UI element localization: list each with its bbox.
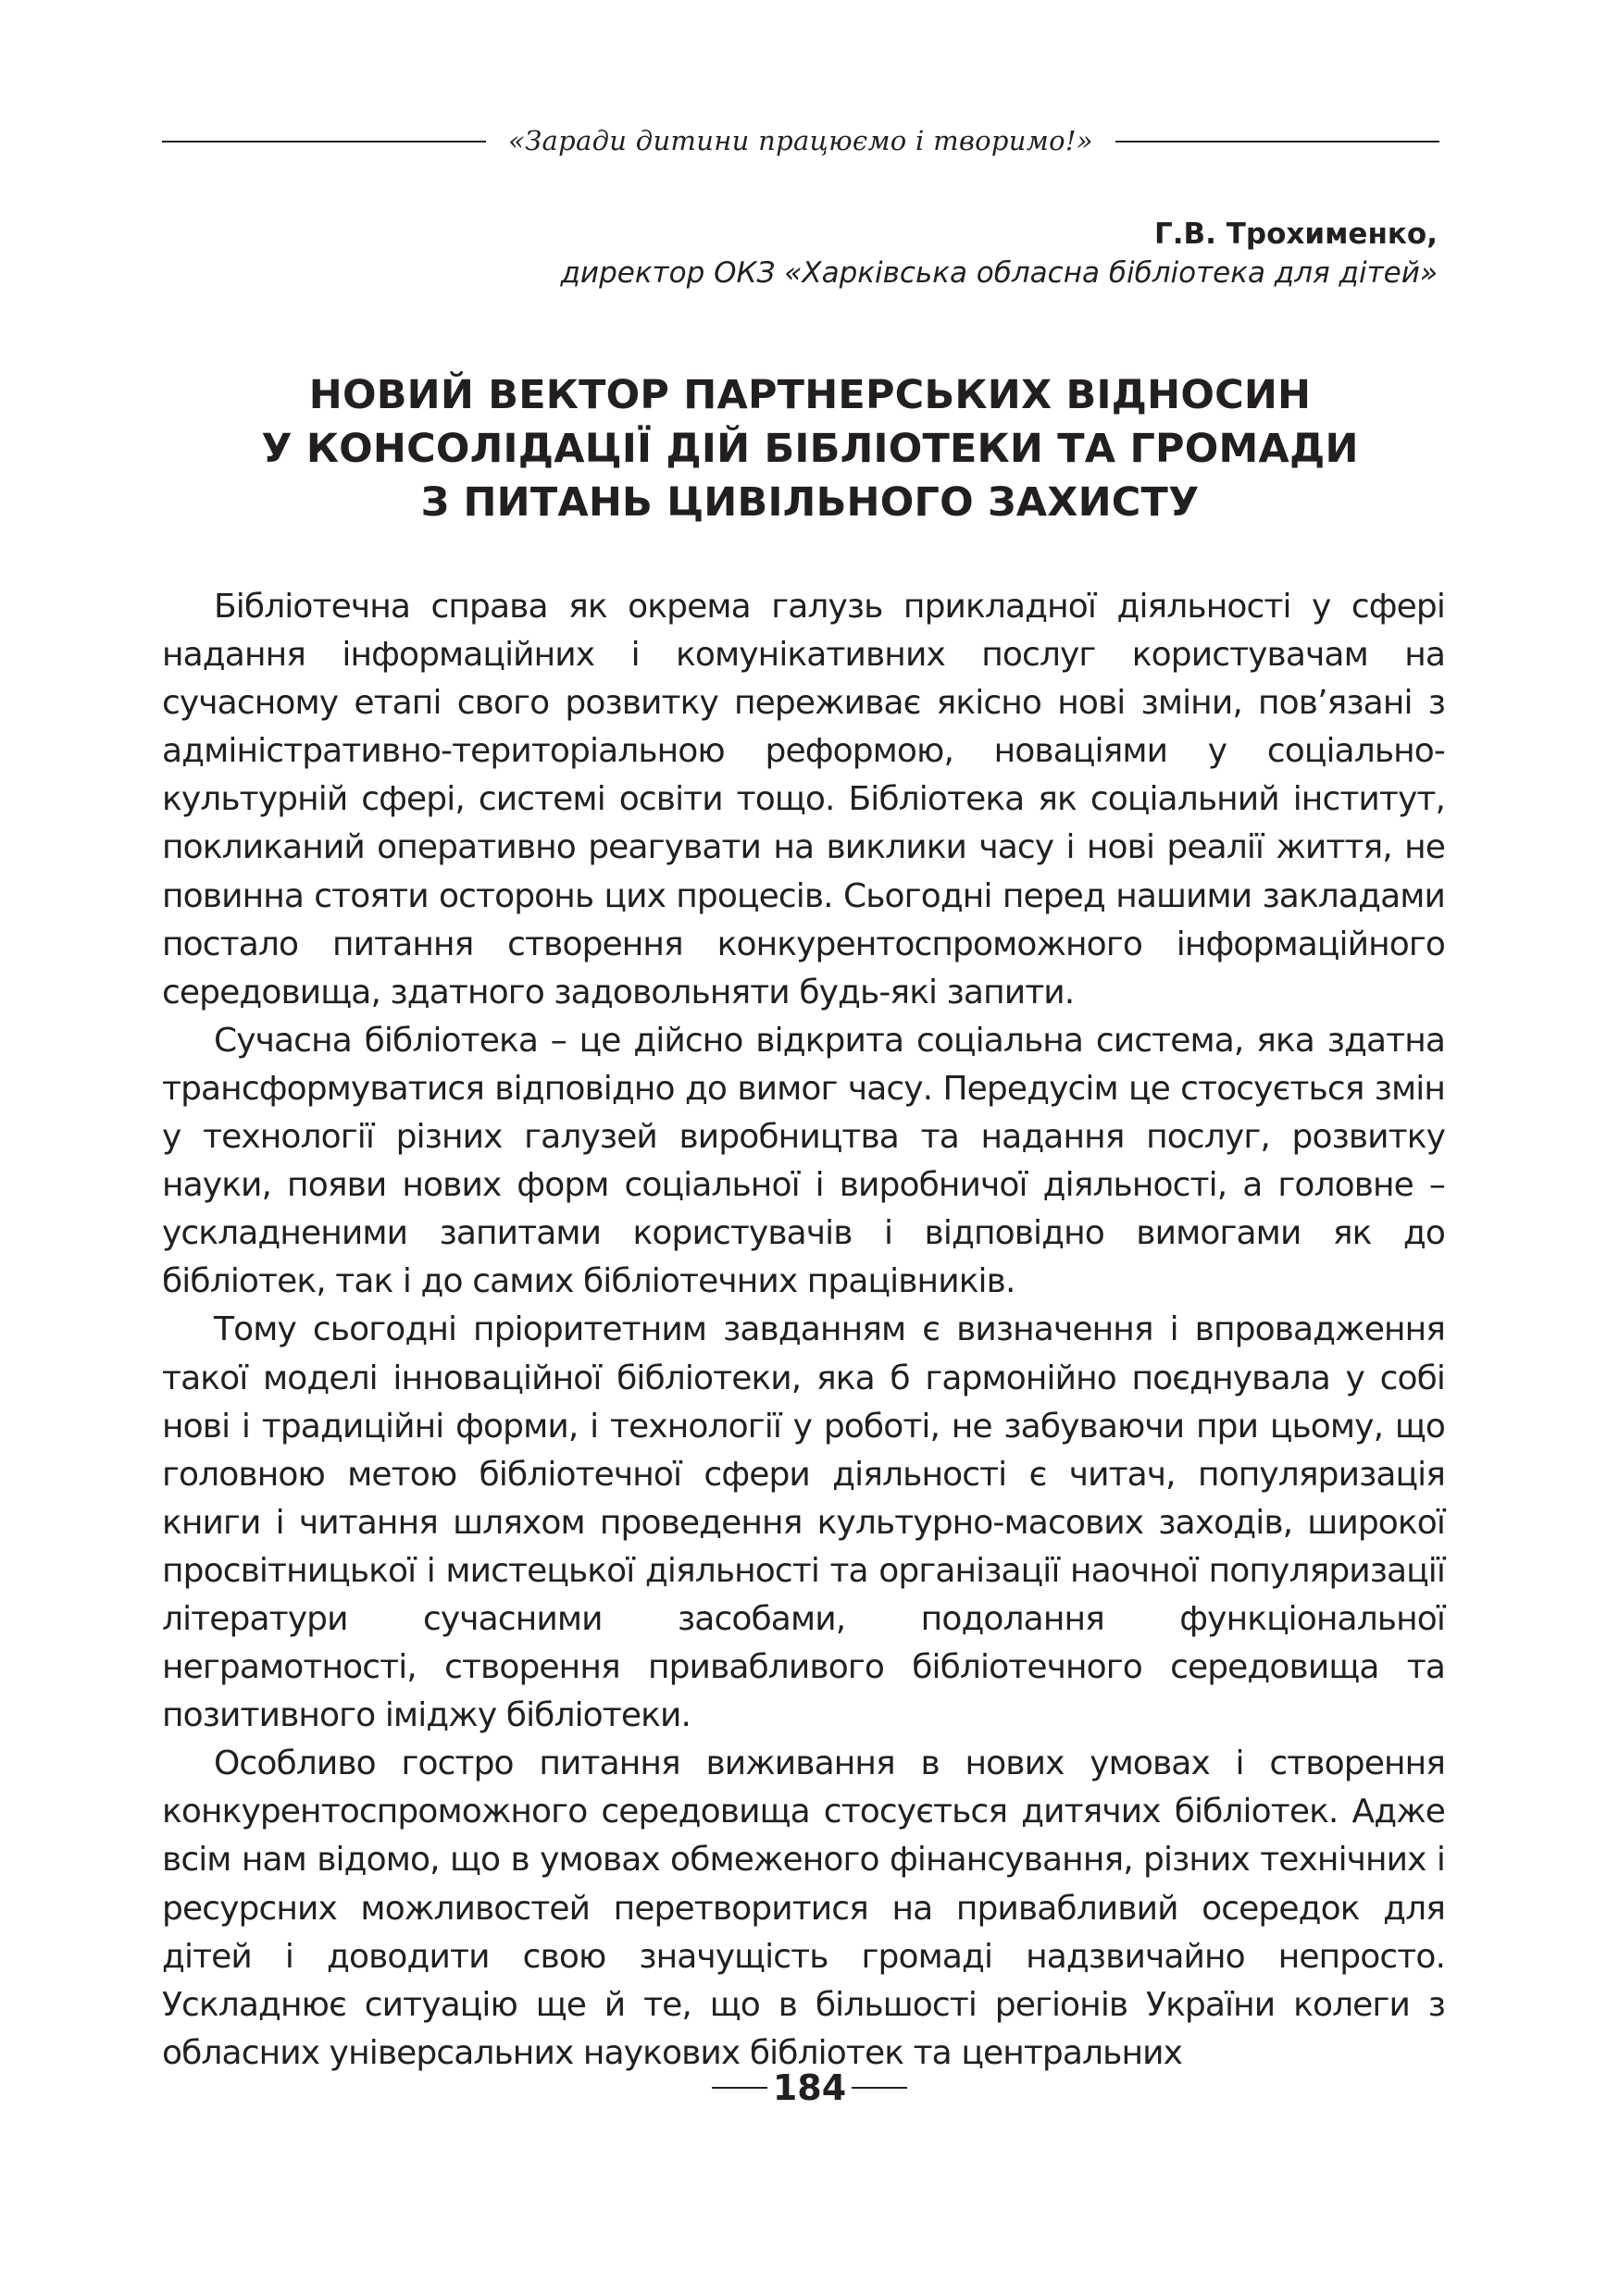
page-number-rule-right	[852, 2087, 907, 2089]
body-paragraph: Особливо гостро питання виживання в нових умовах і створення конкурентоспроможного середовища стосується дитячих бібліотек. Адже всім нам відомо, що в умовах обмеженого фінансування, різних технічних і ресурсних можливостей перетворитися на привабливий осередок для дітей і доводити свою значущість громаді надзвичайно непросто. Ускладнює ситуацію ще й те, що в більшості регіонів України колеги з обласних універсальних наукових бібліотек та центральних	[162, 1744, 1445, 2072]
article-body	[162, 583, 1445, 2078]
page-number-group	[712, 2067, 907, 2108]
body-paragraph: Бібліотечна справа як окрема галузь прикладної діяльності у сфері надання інформаційних і комунікативних послуг користувачам на сучасному етапі свого розвитку переживає якісно нові зміни, пов’язані з адміністративно-територіальною реформою, новаціями у соціально-культурній сфері, системі освіти тощо. Бібліотека як соціальний інститут, покликаний оперативно реагувати на виклики часу і нові реалії життя, не повинна стояти осторонь цих процесів. Сьогодні перед нашими закладами постало питання створення конкурентоспроможного інформаційного середовища, здатного задовольняти будь-які запити.	[162, 588, 1445, 1011]
author-position: директор ОКЗ «Харківська обласна бібліотека для дітей»	[560, 256, 1438, 290]
title-line: НОВИЙ ВЕКТОР ПАРТНЕРСЬКИХ ВІДНОСИН	[308, 372, 1312, 418]
body-paragraph: Сучасна бібліотека – це дійсно відкрита соціальна система, яка здатна трансформуватися відповідно до вимог часу. Передусім це стосується змін у технології різних галузей виробництва та надання послуг, розвитку науки, появи нових форм соціальної і виробничої діяльності, а головне – ускладненими запитами користувачів і відповідно вимогами як до бібліотек, так і до самих бібліотечних працівників.	[162, 1021, 1445, 1301]
title-line: У КОНСОЛІДАЦІЇ ДІЙ БІБЛІОТЕКИ ТА ГРОМАДИ	[261, 426, 1359, 472]
running-header	[162, 122, 1439, 159]
body-paragraph: Тому сьогодні пріоритетним завданням є визначення і впровадження такої моделі інноваційної бібліотеки, яка б гармонійно поєднувала у собі нові і традиційні форми, і технології у роботі, не забуваючи при цьому, що головною метою бібліотечної сфери діяльності є читач, популяризація книги і читання шляхом проведення культурно-масових заходів, широкої просвітницької і мистецької діяльності та організації наочної популяризації літератури сучасними засобами, подолання функціональної неграмотності, створення привабливого бібліотечного середовища та позитивного іміджу бібліотеки.	[162, 1310, 1445, 1735]
title-line: З ПИТАНЬ ЦИВІЛЬНОГО ЗАХИСТУ	[420, 479, 1200, 526]
header-rule-right	[1115, 141, 1439, 143]
header-motto: «Заради дитини працюємо і творимо!»	[508, 125, 1093, 156]
author-name: Г.В. Трохименко,	[1154, 217, 1438, 251]
page-footer	[0, 2067, 1619, 2108]
header-rule-left	[162, 141, 486, 143]
page-number-rule-left	[712, 2087, 767, 2089]
article-title	[162, 368, 1458, 529]
author-block	[234, 215, 1438, 292]
page-number: 184	[772, 2067, 847, 2108]
